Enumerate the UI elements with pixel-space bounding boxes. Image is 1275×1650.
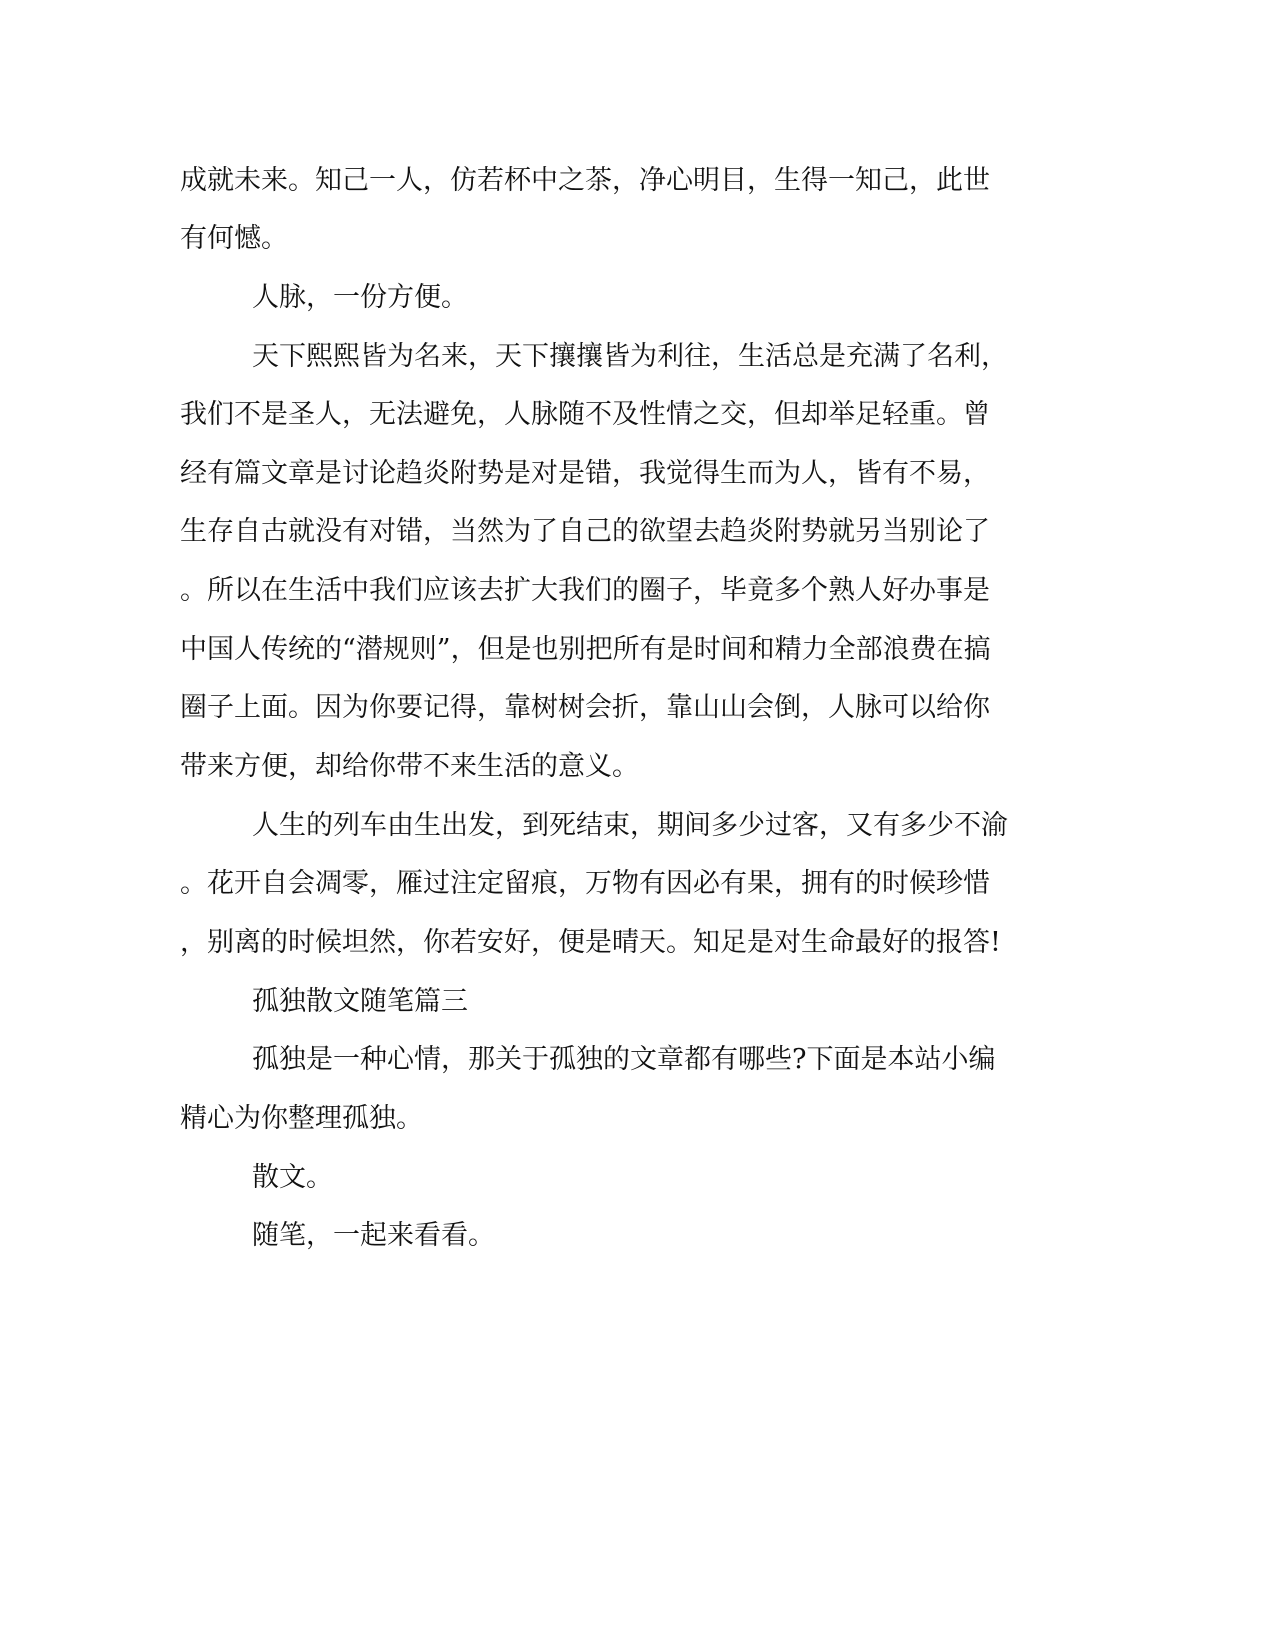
section-heading: 孤独散文随笔篇三: [252, 986, 468, 1017]
text-line-16: 孤独是一种心情，那关于孤独的文章都有哪些?下面是本站小编: [252, 1044, 996, 1075]
text-line-5: 我们不是圣人，无法避免，人脉随不及性情之交，但却举足轻重。曾: [180, 399, 990, 430]
text-line-9: 中国人传统的“潜规则”，但是也别把所有是时间和精力全部浪费在搞: [180, 634, 991, 665]
text-line-17: 精心为你整理孤独。: [180, 1103, 423, 1134]
text-line-3: 人脉，一份方便。: [252, 282, 468, 313]
text-line-4: 天下熙熙皆为名来，天下攘攘皆为利往，生活总是充满了名利，: [252, 341, 1008, 372]
text-line-1: 成就未来。知己一人，仿若杯中之茶，净心明目，生得一知己，此世: [180, 165, 990, 196]
text-line-19: 随笔，一起来看看。: [252, 1220, 495, 1251]
text-line-8: 。所以在生活中我们应该去扩大我们的圈子，毕竟多个熟人好办事是: [180, 575, 990, 606]
text-line-6: 经有篇文章是讨论趋炎附势是对是错，我觉得生而为人，皆有不易，: [180, 458, 990, 489]
text-line-7: 生存自古就没有对错，当然为了自己的欲望去趋炎附势就另当别论了: [180, 516, 990, 547]
text-line-12: 人生的列车由生出发，到死结束，期间多少过客，又有多少不渝: [252, 810, 1008, 841]
text-line-2: 有何憾。: [180, 223, 288, 254]
text-line-11: 带来方便，却给你带不来生活的意义。: [180, 751, 639, 782]
text-line-14: ，别离的时候坦然，你若安好，便是晴天。知足是对生命最好的报答!: [180, 927, 1001, 958]
text-line-13: 。花开自会凋零，雁过注定留痕，万物有因必有果，拥有的时候珍惜: [180, 868, 990, 899]
text-line-10: 圈子上面。因为你要记得，靠树树会折，靠山山会倒，人脉可以给你: [180, 692, 990, 723]
text-line-18: 散文。: [252, 1162, 333, 1193]
